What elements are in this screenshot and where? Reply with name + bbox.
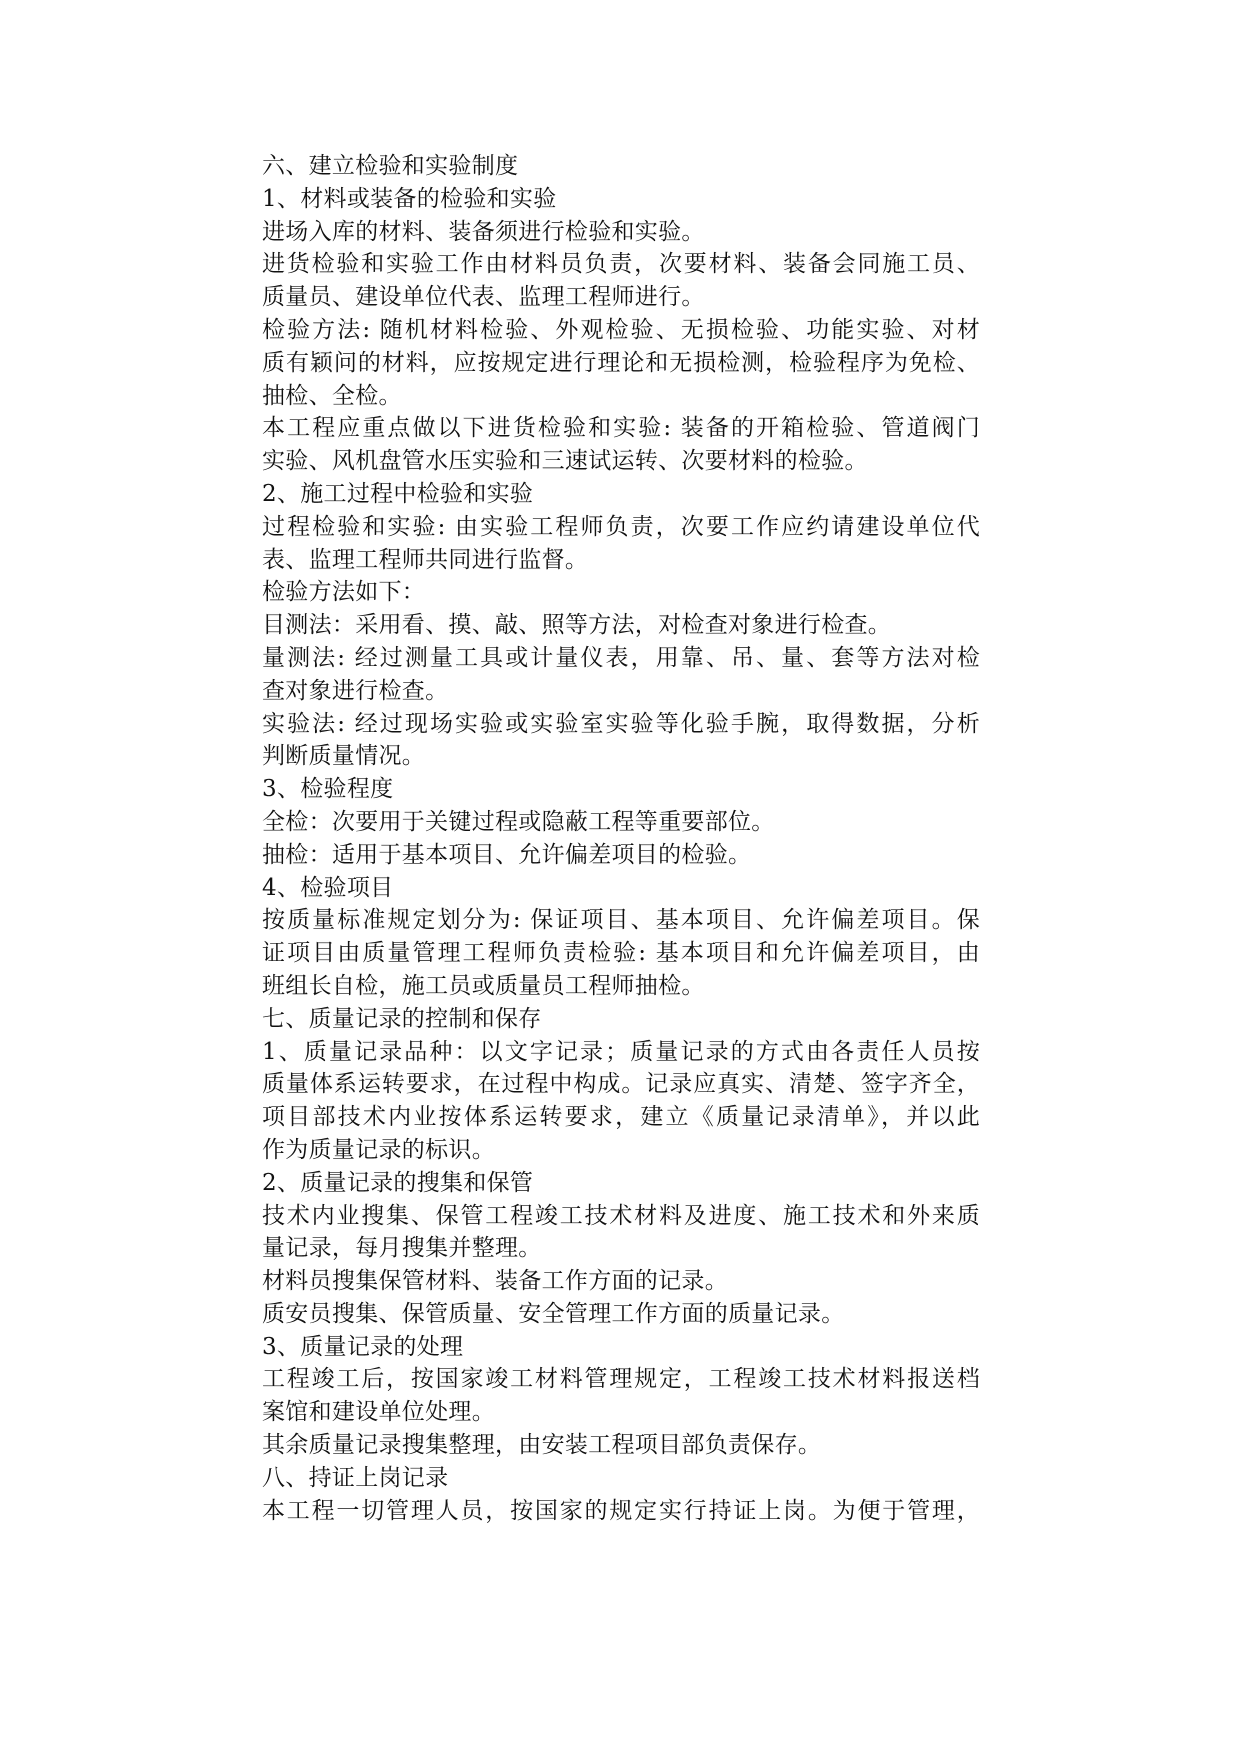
section-heading-certified-work: 八、持证上岗记录 bbox=[262, 1464, 449, 1491]
paragraph-line: 1、质量记录品种：以文字记录；质量记录的方式由各责任人员按 bbox=[262, 1038, 980, 1065]
paragraph-line: 作为质量记录的标识。 bbox=[262, 1136, 495, 1163]
paragraph-line: 材料员搜集保管材料、装备工作方面的记录。 bbox=[262, 1268, 728, 1295]
paragraph-line: 进场入库的材料、装备须进行检验和实验。 bbox=[262, 218, 705, 245]
document-page bbox=[262, 150, 980, 1527]
paragraph-line: 质安员搜集、保管质量、安全管理工作方面的质量记录。 bbox=[262, 1300, 845, 1327]
paragraph-line: 检验方法如下： bbox=[262, 579, 426, 606]
paragraph-line: 案馆和建设单位处理。 bbox=[262, 1399, 495, 1426]
paragraph-line: 查对象进行检查。 bbox=[262, 677, 449, 704]
paragraph-line: 全检：次要用于关键过程或隐蔽工程等重要部位。 bbox=[262, 808, 775, 835]
paragraph-line: 检验方法: 随机材料检验、外观检验、无损检验、功能实验、对材 bbox=[262, 316, 980, 343]
paragraph-line: 项目部技术内业按体系运转要求，建立《质量记录清单》，并以此 bbox=[262, 1104, 980, 1131]
paragraph-line: 实验、风机盘管水压实验和三速试运转、次要材料的检验。 bbox=[262, 448, 868, 475]
paragraph-line: 其余质量记录搜集整理，由安装工程项目部负责保存。 bbox=[262, 1432, 822, 1459]
paragraph-line: 工程竣工后，按国家竣工材料管理规定，工程竣工技术材料报送档 bbox=[262, 1366, 980, 1393]
paragraph-line: 量测法: 经过测量工具或计量仪表，用靠、吊、量、套等方法对检 bbox=[262, 644, 980, 671]
paragraph-line: 质量员、建设单位代表、监理工程师进行。 bbox=[262, 284, 705, 311]
section-heading-quality-records: 七、质量记录的控制和保存 bbox=[262, 1005, 542, 1032]
paragraph-line: 班组长自检，施工员或质量员工程师抽检。 bbox=[262, 972, 705, 999]
paragraph-line: 实验法: 经过现场实验或实验室实验等化验手腕，取得数据，分析 bbox=[262, 710, 980, 737]
subheading-inspection-degree: 3、检验程度 bbox=[262, 776, 394, 803]
paragraph-line: 抽检、全检。 bbox=[262, 382, 402, 409]
paragraph-line: 判断质量情况。 bbox=[262, 743, 426, 770]
subheading-record-handling: 3、质量记录的处理 bbox=[262, 1333, 464, 1360]
subheading-material-inspection: 1、材料或装备的检验和实验 bbox=[262, 185, 557, 212]
paragraph-line: 按质量标准规定划分为: 保证项目、基本项目、允许偏差项目。保 bbox=[262, 907, 980, 934]
paragraph-line: 进货检验和实验工作由材料员负责，次要材料、装备会同施工员、 bbox=[262, 251, 980, 278]
paragraph-line: 表、监理工程师共同进行监督。 bbox=[262, 546, 589, 573]
subheading-process-inspection: 2、施工过程中检验和实验 bbox=[262, 480, 534, 507]
paragraph-line: 量记录，每月搜集并整理。 bbox=[262, 1235, 542, 1262]
paragraph-line: 目测法：采用看、摸、敲、照等方法，对检查对象进行检查。 bbox=[262, 612, 892, 639]
paragraph-line: 证项目由质量管理工程师负责检验: 基本项目和允许偏差项目，由 bbox=[262, 940, 980, 967]
paragraph-line: 质有颖问的材料，应按规定进行理论和无损检测，检验程序为免检、 bbox=[262, 349, 980, 376]
paragraph-line: 抽检：适用于基本项目、允许偏差项目的检验。 bbox=[262, 841, 752, 868]
section-heading-inspection-system: 六、建立检验和实验制度 bbox=[262, 153, 519, 179]
subheading-record-collection: 2、质量记录的搜集和保管 bbox=[262, 1169, 534, 1196]
paragraph-line: 本工程应重点做以下进货检验和实验: 装备的开箱检验、管道阀门 bbox=[262, 415, 980, 442]
paragraph-line: 技术内业搜集、保管工程竣工技术材料及进度、施工技术和外来质 bbox=[262, 1202, 980, 1229]
paragraph-line: 本工程一切管理人员，按国家的规定实行持证上岗。为便于管理， bbox=[262, 1497, 980, 1524]
paragraph-line: 质量体系运转要求，在过程中构成。记录应真实、清楚、签字齐全， bbox=[262, 1071, 980, 1098]
subheading-inspection-items: 4、检验项目 bbox=[262, 874, 394, 901]
paragraph-line: 过程检验和实验: 由实验工程师负责，次要工作应约请建设单位代 bbox=[262, 513, 980, 540]
